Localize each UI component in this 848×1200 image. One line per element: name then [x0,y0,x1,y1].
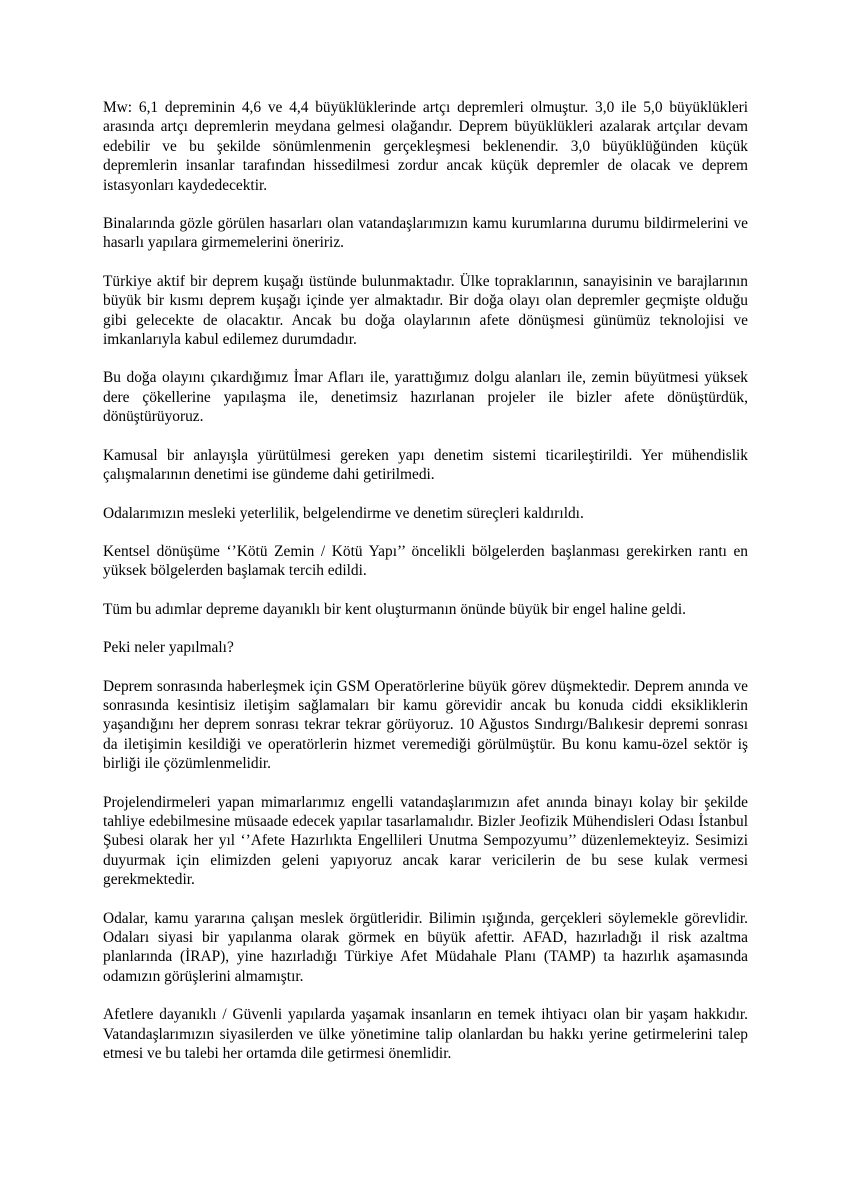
paragraph-chamber-processes: Odalarımızın mesleki yeterlilik, belgelendirme ve denetim süreçleri kaldırıldı. [103,504,584,522]
paragraph-seismic-belt: Türkiye aktif bir deprem kuşağı üstünde bulunmaktadır. Ülke topraklarının, sanayisinin ve barajlarının büyük bir kısmı deprem kuşağı içinde yer almaktadır. Bir doğa olayı olan depremler geçmişte olduğu gibi gelecekte de olacaktır. Ancak bu doğa olaylarının afete dönüşmesi günümüz teknolojisi ve imkanlarıyla kabul edilemez durumdadır. [103,272,748,349]
paragraph-building-inspection: Kamusal bir anlayışla yürütülmesi gereken yapı denetim sistemi ticarileştirildi. Yer mühendislik çalışmalarının denetimi ise gündeme dahi getirilmedi. [103,446,748,484]
paragraph-gsm-operators: Deprem sonrasında haberleşmek için GSM Operatörlerine büyük görev düşmektedir. Deprem anında ve sonrasında kesintisiz iletişim sağlamaları bir kamu görevidir ancak bu konuda ciddi eksikliklerin yaşandığını her deprem sonrası tekrar tekrar görüyoruz. 10 Ağustos Sındırgı/Balıkesir depremi sonrası da iletişimin kesildiği ve operatörlerin hizmet veremediği görülmüştür. Bu konu kamu-özel sektör iş birliği ile çözümlenmelidir. [103,677,748,773]
paragraph-right-to-safe-housing: Afetlere dayanıklı / Güvenli yapılarda yaşamak insanların en temek ihtiyacı olan bir yaşam hakkıdır. Vatandaşlarımızın siyasilerden ve ülke yönetimine talip olanlardan bu hakkı yerine getirmelerini talep etmesi ve bu talebi her ortamda dile getirmesi önemlidir. [103,1006,748,1063]
paragraph-professional-chambers: Odalar, kamu yararına çalışan meslek örgütleridir. Bilimin ışığında, gerçekleri söylemekle görevlidir. Odaları siyasi bir yapılanma olarak görmek en büyük afettir. AFAD, hazırladığı il risk azaltma planlarında (İRAP), yine hazırladığı Türkiye Afet Müdahale Planı (TAMP) ta hazırlık aşamasında odamızın görüşlerini almamıştır. [103,909,748,985]
paragraph-damage-advice: Binalarında gözle görülen hasarları olan vatandaşlarımızın kamu kurumlarına durumu bildirmelerini ve hasarlı yapılara girmemelerini öneririz. [103,215,748,252]
paragraph-urban-transformation: Kentsel dönüşüme ‘’Kötü Zemin / Kötü Yapı’’ öncelikli bölgelerden başlanması gerekirken rantı en yüksek bölgelerden başlamak tercih edildi. [103,542,748,580]
paragraph-zoning-amnesty: Bu doğa olayını çıkardığımız İmar Afları ile, yarattığımız dolgu alanları ile, zemin büyütmesi yüksek dere çökellerine yapılaşma ile, denetimsiz hazırlanan projeler ile bizler afete dönüştürdük, dönüştürüyoruz. [103,369,748,426]
paragraph-aftershocks: Mw: 6,1 depreminin 4,6 ve 4,4 büyüklüklerinde artçı depremleri olmuştur. 3,0 ile 5,0 büyüklükleri arasında artçı depremlerin meydana gelmesi olağandır. Deprem büyüklükleri azalarak artçılar devam edebilir ve bu şekilde sönümlenmenin gerçekleşmesi beklenendir. 3,0 büyüklüğünden küçük depremlerin insanlar tarafından hissedilmesi zordur ancak küçük depremler de olacak ve deprem istasyonları kaydedecektir. [103,99,748,194]
paragraph-disabled-evacuation: Projelendirmeleri yapan mimarlarımız engelli vatandaşlarımızın afet anında binayı kolay bir şekilde tahliye edebilmesine müsaade edecek yapılar tasarlamalıdır. Bizler Jeofizik Mühendisleri Odası İstanbul Şubesi olarak her yıl ‘’Afete Hazırlıkta Engellileri Unutma Sempozyumu’’ düzenlemekteyiz. Sesimizi duyurmak için elimizden geleni yapıyoruz ancak karar vericilerin de bu sese kulak vermesi gerekmektedir. [103,793,748,889]
document-body [103,98,748,1082]
paragraph-what-to-do: Peki neler yapılmalı? [103,639,234,657]
paragraph-obstacle: Tüm bu adımlar depreme dayanıklı bir kent oluşturmanın önünde büyük bir engel haline geldi. [103,600,686,618]
